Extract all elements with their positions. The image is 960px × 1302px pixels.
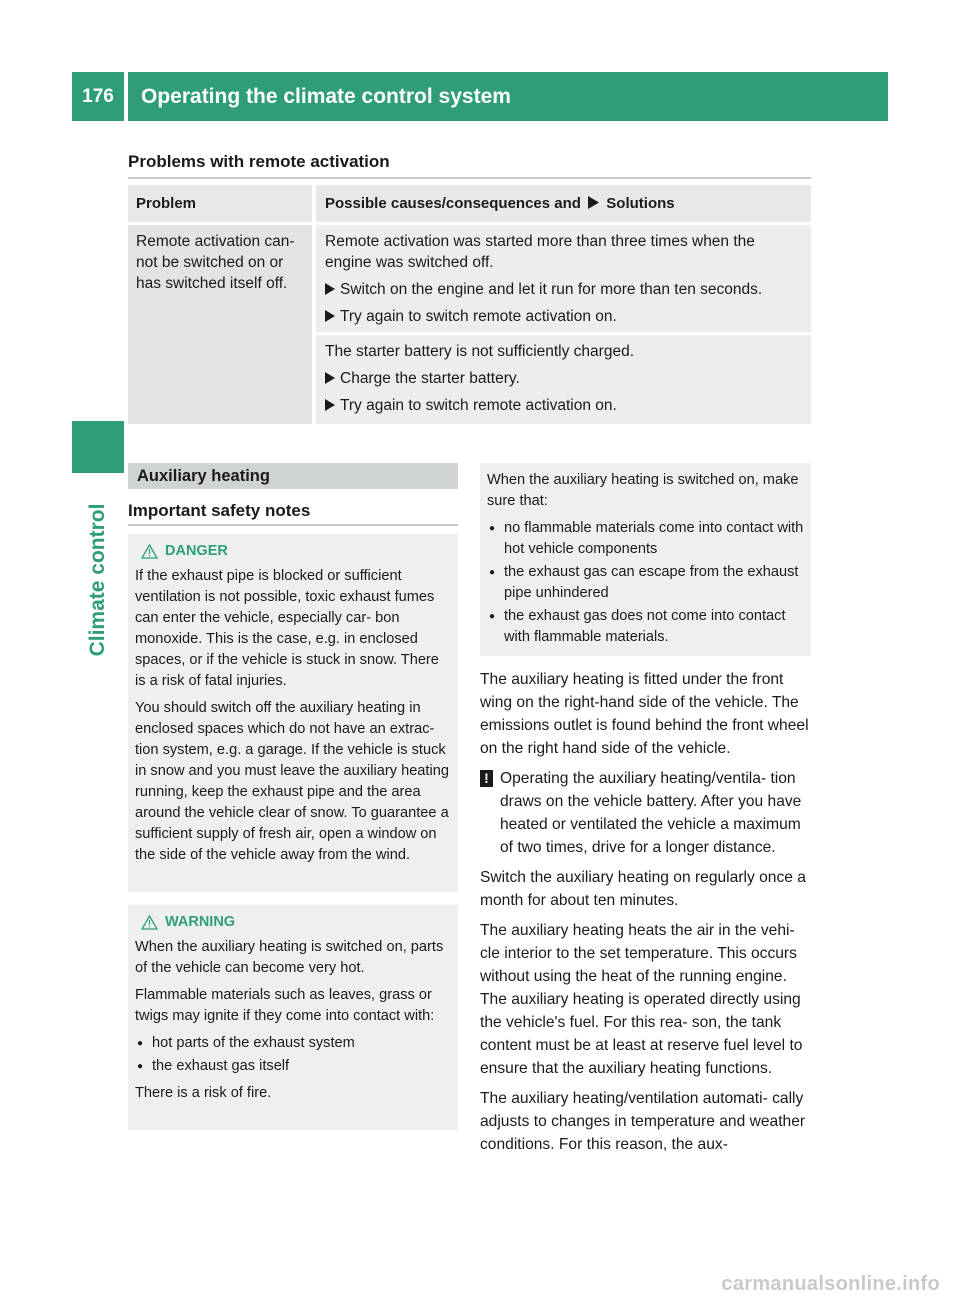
list-item: ● the exhaust gas can escape from the exhaust pipe unhindered [487,562,804,604]
list-item: ● the exhaust gas itself [135,1056,451,1077]
safety-heading: Important safety notes [128,501,311,520]
cause-text: Remote activation was started more than three times when the engine was switched off. [325,233,755,271]
warning-paragraph: When the auxiliary heating is switched on, parts of the vehicle can become very hot. [135,939,444,976]
header-causes-text: Possible causes/consequences and [325,195,581,212]
solution-text: Try again to switch remote activation on. [340,397,617,414]
warning-triangle-icon [141,915,158,930]
list-item: ● no flammable materials come into contact with hot vehicle components [487,518,804,560]
list-item: ● hot parts of the exhaust system [135,1033,451,1054]
right-column-text [480,668,812,1163]
exclamation-icon: ! [480,770,493,787]
arrow-icon [325,283,335,295]
warning-triangle-icon [141,544,158,559]
warning-label: WARNING [165,914,236,930]
danger-paragraph: If the exhaust pipe is blocked or sufficient ventilation is not possible, toxic exhaust fumes can enter the vehicle, especially car- bon monoxide. This is the case, e.g. in enclosed spaces, or if the vehicle is stuck in snow. There is a risk of fatal injuries. [135,568,439,689]
problem-line: not be switched on or [136,254,284,271]
column-header-problem: Problem [128,185,312,222]
arrow-icon [325,399,335,411]
watermark: carmanualsonline.info [721,1273,940,1295]
arrow-icon [588,196,599,209]
warning-box [128,905,458,1130]
side-tab-marker [72,421,124,473]
danger-box [128,534,458,892]
solution-step [325,306,802,327]
danger-paragraph: You should switch off the auxiliary heating in enclosed spaces which do not have an extrac- tion system, e.g. a garage. If the vehicle is stuck in snow and you must leave the auxiliary heating running, keep the exhaust pipe and the area around the vehicle clear of snow. To guarantee a sufficient supply of fresh air, open a window on the side of the vehicle away from the wind. [135,700,449,863]
side-tab [72,480,124,680]
solution-step [325,395,802,416]
cause-cell-1 [316,225,811,332]
divider [128,177,811,179]
cause-cell-2 [316,335,811,424]
warning-continued-list [487,518,804,648]
problems-title: Problems with remote activation [128,152,390,171]
solution-text: Switch on the engine and let it run for more than ten seconds. [340,281,763,298]
danger-label: DANGER [165,543,228,559]
header-solutions-text: Solutions [606,195,675,212]
solution-step [325,279,802,300]
body-paragraph: The auxiliary heating is fitted under the front wing on the right-hand side of the vehicle. The emissions outlet is found behind the front wheel on the right hand side of the vehicle. [480,671,809,757]
warning-continued-box [480,463,811,656]
side-tab-label: Climate control [86,503,109,657]
list-item: ● the exhaust gas does not come into contact with flammable materials. [487,606,804,648]
body-paragraph: The auxiliary heating/ventilation automati- cally adjusts to changes in temperature and weather conditions. For this reason, the aux- [480,1090,806,1153]
note-text: Operating the auxiliary heating/ventila- tion draws on the vehicle battery. After you have heated or ventilated the vehicle a maximum of two times, drive for a longer distance. [500,770,802,856]
solution-text: Try again to switch remote activation on. [340,308,617,325]
warning-intro: When the auxiliary heating is switched on, make sure that: [487,472,799,509]
section-band: Auxiliary heating [128,463,458,489]
warning-paragraph: There is a risk of fire. [135,1085,272,1101]
page-number: 176 [72,72,124,121]
arrow-icon [325,310,335,322]
solution-step [325,368,802,389]
danger-title [135,541,451,562]
warning-title [135,912,451,933]
warning-paragraph: Flammable materials such as leaves, grass or twigs may ignite if they come into contact with: [135,987,435,1024]
note-block [480,767,812,859]
problem-line: has switched itself off. [136,275,288,292]
problem-line: Remote activation can- [136,233,295,250]
body-paragraph: The auxiliary heating heats the air in the vehi- cle interior to the set temperature. This occurs without using the heat of the running engine. The auxiliary heating is operated directly using the vehicle's fuel. For this rea- son, the tank content must be at least at reserve fuel level to ensure that the auxiliary heating functions. [480,922,803,1077]
divider [128,524,458,526]
column-header-solutions [316,185,811,222]
body-paragraph: Switch the auxiliary heating on regularly once a month for about ten minutes. [480,869,806,909]
chapter-title: Operating the climate control system [128,72,888,121]
cause-text: The starter battery is not sufficiently charged. [325,343,635,360]
problem-cell [128,225,312,424]
arrow-icon [325,372,335,384]
solution-text: Charge the starter battery. [340,370,520,387]
warning-list [135,1033,451,1077]
